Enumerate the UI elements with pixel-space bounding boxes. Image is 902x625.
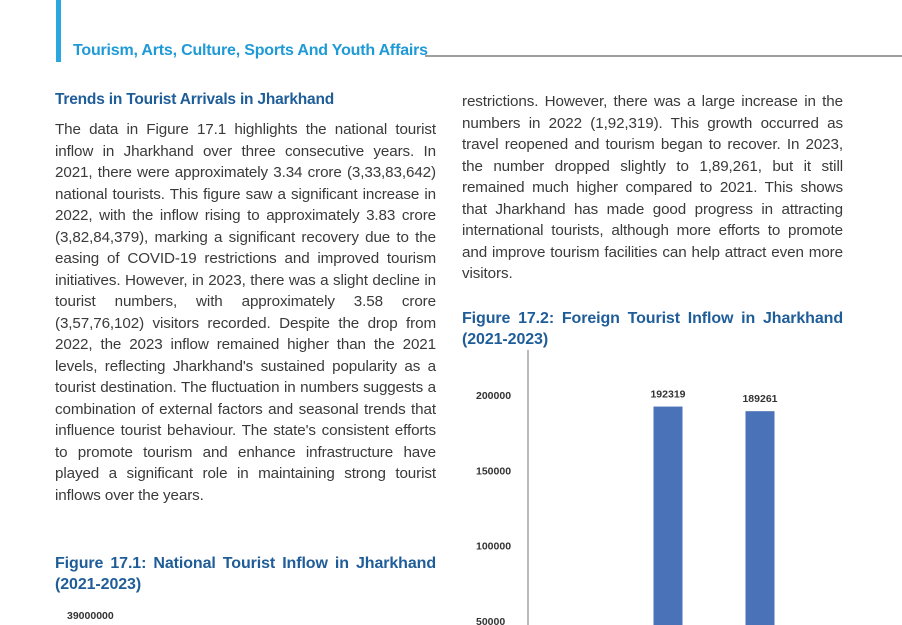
bar [654,407,683,625]
figure-17-1-caption: Figure 17.1: National Tourist Inflow in Jharkhand (2021-2023) [55,555,436,593]
right-column [462,91,843,350]
body-paragraph: The data in Figure 17.1 highlights the national tourist inflow in Jharkhand over three consecutive years. In 2021, there were approximately 3.34 crore (3,33,83,642) national tourists. This figure saw a significant increase in 2022, with the inflow rising to approximately 3.83 crore (3,82,84,379), marking a significant recovery due to the easing of COVID-19 restrictions and improved tourism initiatives. However, in 2023, there was a slight decline in tourist numbers, with approximately 3.58 crore (3,57,76,102) visitors recorded. Despite the drop from 2022, the 2023 inflow remained higher than the 2021 levels, reflecting Jharkhand's sustained popularity as a tourist destination. The fluctuation in numbers suggests a combination of external factors and seasonal trends that influence tourist behaviour. The state's consistent efforts to promote tourism and enhance infrastructure have played a significant role in maintaining strong tourist inflows over the years. [55,121,436,504]
bar-data-label: 189261 [742,393,778,406]
y-tick-label: 200000 [476,390,512,402]
figure-17-2-caption: Figure 17.2: Foreign Tourist Inflow in Jharkhand (2021-2023) [462,309,843,348]
y-tick-label: 50000 [476,616,506,625]
figure-17-1-y-tick: 39000000 [67,610,114,622]
chapter-title: Tourism, Arts, Culture, Sports And Youth Affairs [73,42,428,59]
header-accent-bar [56,0,61,62]
bar-data-label: 192319 [650,388,686,401]
y-tick-label: 150000 [476,465,512,478]
body-paragraph-continued: restrictions. However, there was a large increase in the numbers in 2022 (1,92,319). This growth occurred as travel reopened and tourism began to recover. In 2023, the number dropped slightly to 1,89,261, but it still remained much higher compared to 2021. This shows that Jharkhand has made good progress in attracting international tourists, although more efforts to promote and improve tourism facilities can help attract even more visitors. [462,93,843,282]
y-tick-label: 100000 [476,540,512,553]
foreign-tourist-bar-chart [470,345,890,625]
header-divider [425,55,902,57]
section-heading: Trends in Tourist Arrivals in Jharkhand [55,91,335,108]
bar [746,411,775,625]
left-column [55,91,436,622]
